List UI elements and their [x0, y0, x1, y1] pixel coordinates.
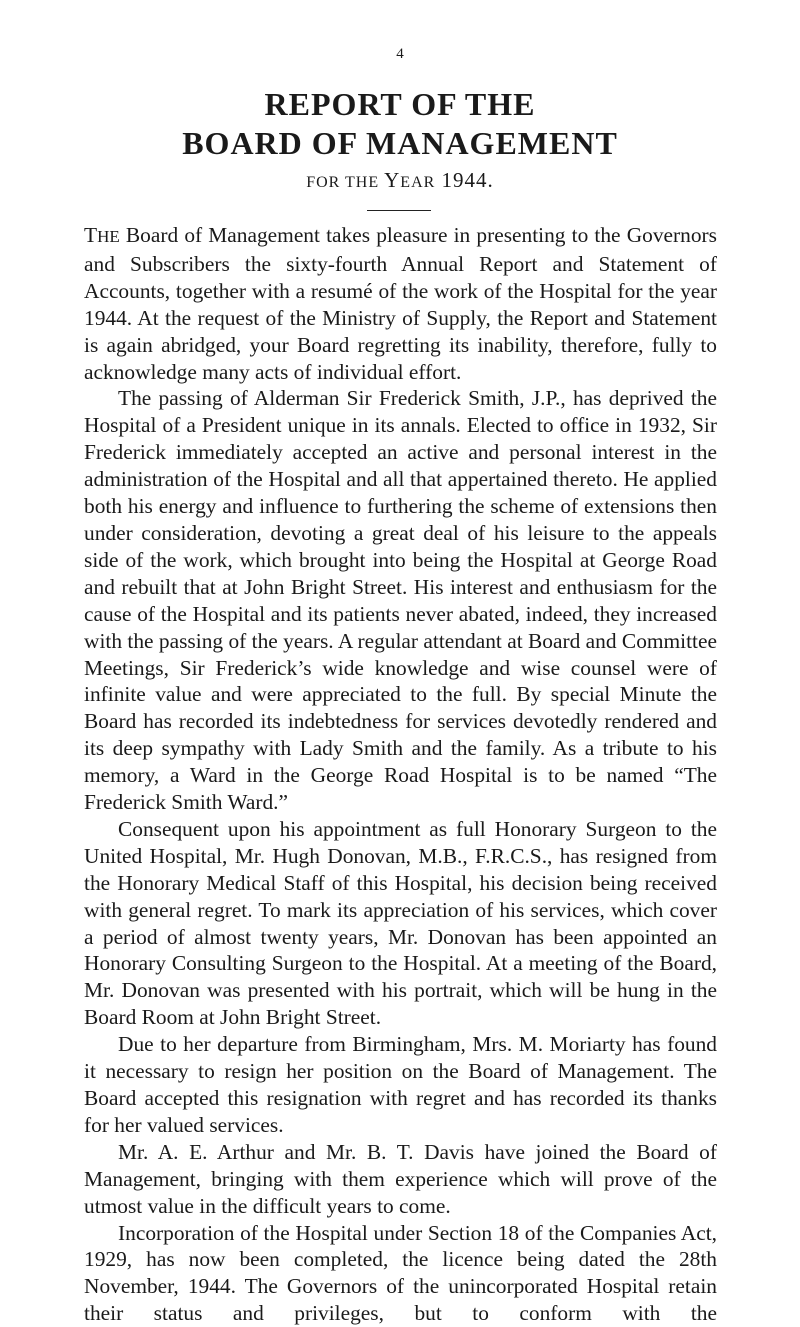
- page-number: 4: [396, 46, 404, 62]
- title-divider: [367, 210, 431, 211]
- report-body: [84, 222, 717, 1327]
- paragraph-mrs-moriarty: Due to her departure from Birmingham, Mrs. M. Moriarty has found it necessary to resign her position on the Board of Management. The Board accepted this resignation with regret and has recorded its thanks for her valued services.: [84, 1032, 717, 1137]
- paragraph-incorporation: Incorporation of the Hospital under Section 18 of the Companies Act, 1929, has now been completed, the licence being dated the 28th November, 1944. The Governors of the unincorporated Hospital retain their status and privileges, but to conform with the: [84, 1220, 717, 1326]
- subtitle-tail: 1944.: [435, 168, 494, 192]
- report-title-line-1: REPORT OF THE: [264, 86, 536, 122]
- paragraph-introduction: [84, 222, 717, 385]
- paragraph-introduction-text: Board of Management takes pleasure in presenting to the Governors and Subscribers the sixty-fourth Annual Report and Statement of Accounts, together with a resumé of the work of the Hospital for the year 1944. At the request of the Ministry of Supply, the Report and Statement is again abridged, your Board regretting its inability, therefore, fully to acknowledge many acts of individual effort.: [84, 223, 717, 384]
- paragraph-new-board-members: Mr. A. E. Arthur and Mr. B. T. Davis have joined the Board of Management, bringing with them experience which will prove of the utmost value in the difficult years to come.: [84, 1139, 717, 1218]
- lead-cap: T: [84, 223, 98, 247]
- lead-rest: HE: [97, 227, 120, 246]
- paragraph-sir-frederick-smith: The passing of Alderman Sir Frederick Smith, J.P., has deprived the Hospital of a President unique in its annals. Elected to office in 1932, Sir Frederick immediately accepted an active and personal interest in the administration of the Hospital and all that appertained thereto. He applied both his energy and influence to furthering the scheme of extensions then under consideration, devoting a great deal of his leisure to the appeals side of the work, which brought into being the Hospital at George Road and rebuilt that at John Bright Street. His interest and enthusiasm for the cause of the Hospital and its patients never abated, indeed, they increased with the passing of the years. A regular attendant at Board and Committee Meetings, Sir Frederick’s wide knowledge and wise counsel were of infinite value and were appreciated to the full. By special Minute the Board has recorded its indebtedness for services devotedly rendered and its deep sympathy with Lady Smith and the family. As a tribute to his memory, a Ward in the George Road Hospital is to be named “The Frederick Smith Ward.”: [84, 386, 717, 815]
- paragraph-hugh-donovan: Consequent upon his appointment as full Honorary Surgeon to the United Hospital, Mr. Hugh Donovan, M.B., F.R.C.S., has resigned from the Honorary Medical Staff of this Hospital, his decision being received with general regret. To mark its appreciation of his services, which cover a period of almost twenty years, Mr. Donovan has been appointed an Honorary Consulting Surgeon to the Hospital. At a meeting of the Board, Mr. Donovan was presented with his portrait, which will be hung in the Board Room at John Bright Street.: [84, 816, 717, 1030]
- report-subtitle: [0, 168, 800, 193]
- subtitle-year-cap: Y: [384, 168, 401, 192]
- subtitle-lead: FOR THE: [306, 174, 385, 191]
- subtitle-year-rest: EAR: [400, 174, 436, 191]
- report-title-line-2: BOARD OF MANAGEMENT: [182, 125, 618, 161]
